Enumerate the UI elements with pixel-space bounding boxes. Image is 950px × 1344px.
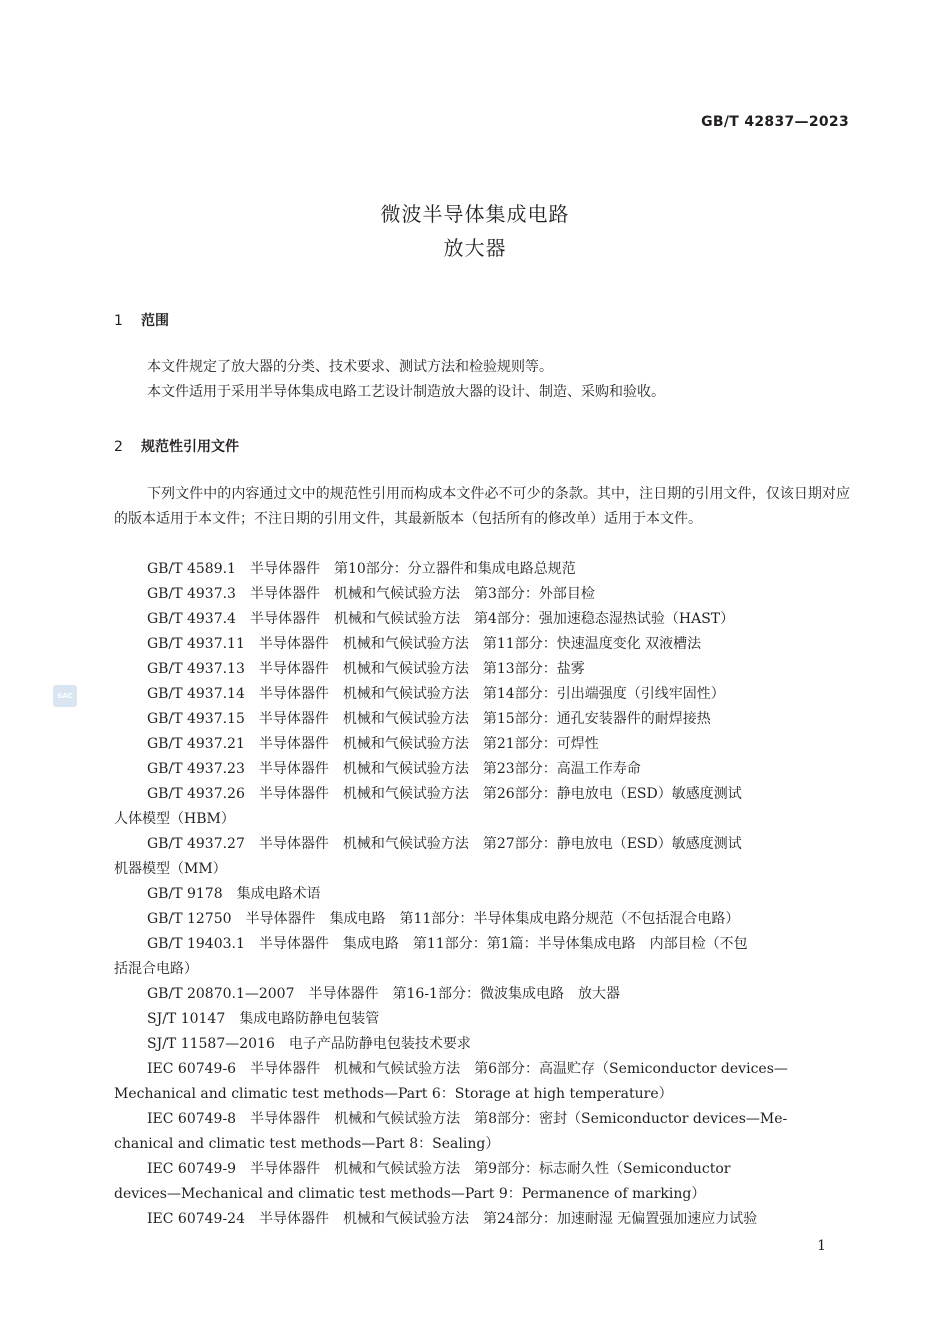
reference-title: 半导体器件 机械和气候试验方法 第23部分：高温工作寿命 [258,761,641,777]
page-number: 1 [817,1238,826,1254]
reference-title: 半导体器件 机械和气候试验方法 第6部分：高温贮存（Semiconductor devices— [250,1061,788,1077]
reference-item [114,1007,850,1032]
reference-title: 半导体器件 机械和气候试验方法 第3部分：外部目检 [249,586,595,602]
reference-code: GB/T 4589.1 [147,561,236,577]
reference-code: GB/T 4937.27 [147,836,245,852]
reference-continuation: 人体模型（HBM） [114,811,235,827]
reference-code: IEC 60749-8 [147,1111,237,1127]
reference-code: GB/T 4937.14 [147,686,245,702]
sac-watermark-logo [53,685,77,707]
scope-paragraph: 本文件规定了放大器的分类、技术要求、测试方法和检验规则等。 [147,359,553,375]
reference-title: 半导体器件 机械和气候试验方法 第14部分：引出端强度（引线牢固性） [258,686,725,702]
scope-paragraph: 本文件适用于采用半导体集成电路工艺设计制造放大器的设计、制造、采购和验收。 [147,384,665,400]
reference-item [114,707,850,732]
reference-code: GB/T 4937.4 [147,611,236,627]
reference-code: GB/T 4937.23 [147,761,245,777]
watermark-text: SAC [57,692,73,700]
reference-code: GB/T 4937.3 [147,586,236,602]
reference-item [114,1057,850,1082]
reference-code: IEC 60749-6 [147,1061,237,1077]
reference-item [114,682,850,707]
references-intro: 下列文件中的内容通过文中的规范性引用而构成本文件必不可少的条款。其中，注日期的引用文件，仅该日期对应的版本适用于本文件；不注日期的引用文件，其最新版本（包括所有的修改单）适用于本文件。 [114,486,850,527]
reference-item [114,932,850,957]
reference-item [114,832,850,857]
reference-item [114,982,850,1007]
section-number: 1 [114,313,123,329]
reference-title: 半导体器件 第10部分：分立器件和集成电路总规范 [249,561,576,577]
reference-title: 半导体器件 机械和气候试验方法 第13部分：盐雾 [258,661,585,677]
section-2-heading [114,436,239,456]
section-title: 规范性引用文件 [141,439,239,455]
reference-code: GB/T 4937.13 [147,661,245,677]
reference-title: 半导体器件 机械和气候试验方法 第9部分：标志耐久性（Semiconductor [250,1161,731,1177]
reference-item [114,1207,850,1232]
reference-code: GB/T 12750 [147,911,232,927]
reference-item [114,632,850,657]
reference-title: 半导体器件 集成电路 第11部分：半导体集成电路分规范（不包括混合电路） [245,911,740,927]
reference-continuation: 括混合电路） [114,961,198,977]
reference-title: 集成电路防静电包装管 [239,1011,380,1027]
reference-continuation: devices—Mechanical and climatic test methods—Part 9：Permanence of marking） [114,1186,706,1202]
reference-item [114,732,850,757]
reference-title: 电子产品防静电包装技术要求 [288,1036,471,1052]
document-title: 微波半导体集成电路 [380,202,570,226]
reference-code: IEC 60749-9 [147,1161,237,1177]
reference-title: 集成电路术语 [236,886,321,902]
reference-item [114,582,850,607]
reference-item [114,757,850,782]
reference-code: GB/T 4937.11 [147,636,245,652]
section-number: 2 [114,439,123,455]
section-title: 范围 [141,313,169,329]
reference-code: SJ/T 10147 [147,1011,226,1027]
document-subtitle: 放大器 [443,236,507,260]
reference-item [114,1032,850,1057]
reference-title: 半导体器件 机械和气候试验方法 第26部分：静电放电（ESD）敏感度测试 [258,786,742,802]
reference-item [114,907,850,932]
reference-title: 半导体器件 第16-1部分：微波集成电路 放大器 [308,986,620,1002]
reference-item [114,1157,850,1182]
reference-code: GB/T 9178 [147,886,223,902]
reference-title: 半导体器件 机械和气候试验方法 第4部分：强加速稳态湿热试验（HAST） [249,611,735,627]
reference-title: 半导体器件 集成电路 第11部分：第1篇：半导体集成电路 内部目检（不包 [258,936,748,952]
reference-continuation: Mechanical and climatic test methods—Part 6：Storage at high temperature） [114,1086,673,1102]
reference-code: SJ/T 11587—2016 [147,1036,275,1052]
reference-code: GB/T 20870.1—2007 [147,986,295,1002]
reference-title: 半导体器件 机械和气候试验方法 第21部分：可焊性 [258,736,599,752]
reference-item [114,657,850,682]
reference-item [114,882,850,907]
reference-code: GB/T 4937.21 [147,736,245,752]
section-1-heading [114,310,169,330]
reference-code: GB/T 4937.26 [147,786,245,802]
reference-title: 半导体器件 机械和气候试验方法 第15部分：通孔安装器件的耐焊接热 [258,711,711,727]
standard-number: GB/T 42837—2023 [701,114,849,130]
reference-item [114,1107,850,1132]
reference-title: 半导体器件 机械和气候试验方法 第8部分：密封（Semiconductor devices—Me- [250,1111,788,1127]
reference-continuation: chanical and climatic test methods—Part 8：Sealing） [114,1136,500,1152]
reference-item [114,557,850,582]
reference-title: 半导体器件 机械和气候试验方法 第27部分：静电放电（ESD）敏感度测试 [258,836,742,852]
reference-item [114,607,850,632]
reference-code: GB/T 19403.1 [147,936,245,952]
reference-item [114,782,850,807]
reference-continuation: 机器模型（MM） [114,861,227,877]
reference-title: 半导体器件 机械和气候试验方法 第11部分：快速温度变化 双液槽法 [258,636,702,652]
reference-code: IEC 60749-24 [147,1211,245,1227]
reference-code: GB/T 4937.15 [147,711,245,727]
reference-title: 半导体器件 机械和气候试验方法 第24部分：加速耐湿 无偏置强加速应力试验 [259,1211,758,1227]
